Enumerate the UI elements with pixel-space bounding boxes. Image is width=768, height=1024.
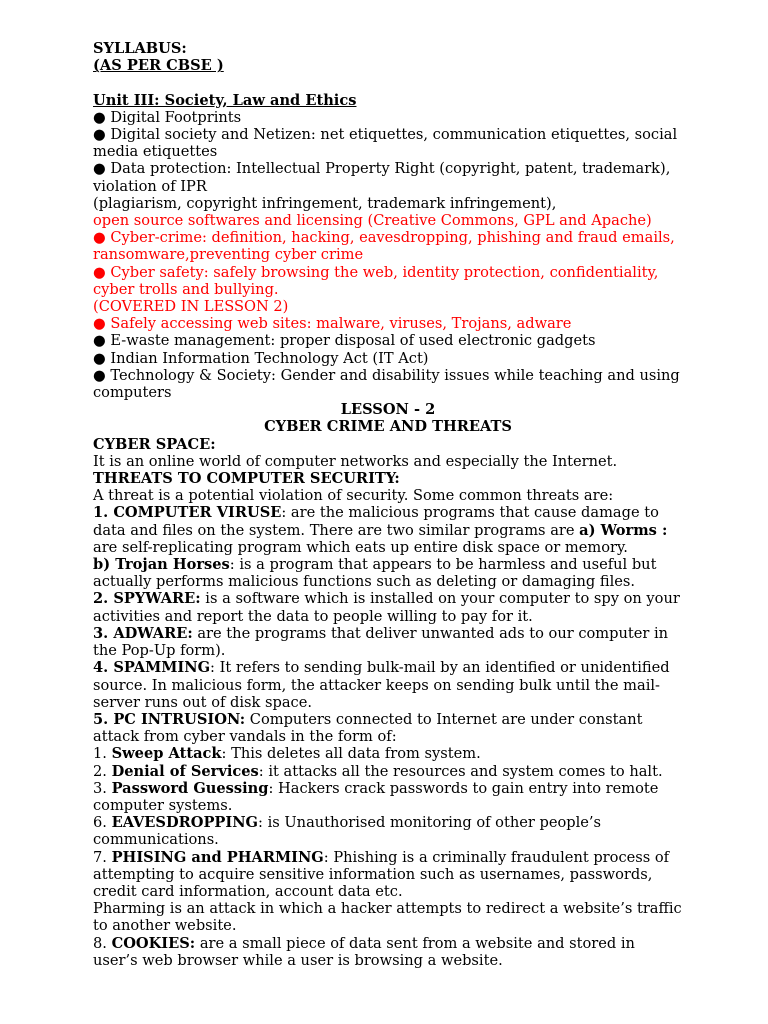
spyware-label: 2. SPYWARE:: [93, 590, 201, 608]
spamming-label: 4. SPAMMING: [93, 659, 211, 677]
cookies-label: COOKIES:: [111, 934, 196, 952]
pc-intrusion-label: 5. PC INTRUSION:: [93, 710, 246, 728]
computer-virus-label: 1. COMPUTER VIRUSE: [93, 504, 282, 522]
sweep-attack-label: Sweep Attack: [111, 745, 222, 763]
sweep-attack-item: [93, 745, 683, 762]
cookies-text: are a small piece of data sent from a website and stored in user’s web browser while a user is browsing a website.: [93, 934, 635, 969]
unit-item: ● Digital society and Netizen: net etiquettes, communication etiquettes, social media etiquettes: [93, 126, 678, 161]
adware-label: 3. ADWARE:: [93, 624, 193, 642]
unit-item: ● Data protection: Intellectual Property Right (copyright, patent, trademark), violation of IPR: [93, 160, 671, 195]
sweep-attack-text: : This deletes all data from system.: [221, 745, 481, 763]
unit-item: ● Indian Information Technology Act (IT Act): [93, 349, 429, 367]
spamming-paragraph: [93, 659, 683, 711]
unit-item-highlighted: open source softwares and licensing (Creative Commons, GPL and Apache): [93, 212, 652, 230]
cyber-space-text: It is an online world of computer networks and especially the Internet.: [93, 452, 618, 470]
threats-heading: THREATS TO COMPUTER SECURITY:: [93, 470, 400, 488]
eavesdropping-paragraph: [93, 814, 683, 848]
lesson-title: CYBER CRIME AND THREATS: [264, 418, 512, 436]
trojan-paragraph: [93, 556, 683, 590]
sweep-attack-number: 1.: [93, 745, 112, 763]
password-guessing-label: Password Guessing: [111, 779, 269, 797]
computer-virus-text: : are the malicious programs that cause damage to data and files on the system. There are two similar programs are: [93, 504, 659, 539]
denial-of-services-label: Denial of Services: [111, 762, 259, 780]
trojan-label: b) Trojan Horses: [93, 556, 230, 574]
adware-text: are the programs that deliver unwanted ads to our computer in the Pop-Up form).: [93, 624, 669, 660]
cookies-number: 8.: [93, 934, 112, 952]
denial-of-services-item: [93, 763, 683, 780]
board-label: (AS PER CBSE ): [93, 57, 224, 75]
lesson-number: LESSON - 2: [340, 401, 436, 419]
pc-intrusion-paragraph: [93, 711, 683, 745]
pharming-paragraph: Pharming is an attack in which a hacker attempts to redirect a website’s traffic to another website.: [93, 900, 682, 935]
threats-intro: A threat is a potential violation of security. Some common threats are:: [93, 487, 614, 505]
document-page: [93, 40, 683, 969]
worms-text: are self-replicating program which eats up entire disk space or memory.: [93, 538, 628, 556]
adware-paragraph: [93, 625, 683, 659]
pc-intrusion-text: Computers connected to Internet are under constant attack from cyber vandals in the form of:: [93, 710, 643, 746]
phishing-text: : Phishing is a criminally fraudulent process of attempting to acquire sensitive information such as usernames, passwords, credit card information, account data etc.: [93, 848, 670, 900]
eavesdropping-text: : is Unauthorised monitoring of other people’s communications.: [93, 814, 602, 849]
password-guessing-number: 3.: [93, 779, 112, 797]
phishing-number: 7.: [93, 848, 112, 866]
unit-item-highlighted: ● Cyber-crime: definition, hacking, eavesdropping, phishing and fraud emails, ransomware,preventing cyber crime: [93, 229, 675, 264]
spamming-text: : It refers to sending bulk-mail by an identified or unidentified source. In malicious form, the attacker keeps on sending bulk until the mail-server runs out of disk space.: [93, 659, 670, 711]
denial-of-services-text: : it attacks all the resources and system comes to halt.: [258, 762, 663, 780]
password-guessing-item: [93, 780, 683, 814]
worms-label: a) Worms :: [579, 521, 668, 539]
denial-of-services-number: 2.: [93, 762, 112, 780]
unit-title: Unit III: Society, Law and Ethics: [93, 91, 357, 109]
phishing-label: PHISING and PHARMING: [111, 848, 324, 866]
syllabus-heading: SYLLABUS:: [93, 40, 187, 57]
spyware-paragraph: [93, 590, 683, 624]
trojan-text: : is a program that appears to be harmless and useful but actually performs malicious functions such as deleting or damaging files.: [93, 556, 657, 591]
eavesdropping-number: 6.: [93, 814, 112, 832]
unit-item: ● Digital Footprints: [93, 108, 242, 126]
password-guessing-text: : Hackers crack passwords to gain entry into remote computer systems.: [93, 779, 659, 814]
unit-item-highlighted: (COVERED IN LESSON 2): [93, 298, 289, 316]
unit-item-highlighted: ● Safely accessing web sites: malware, viruses, Trojans, adware: [93, 315, 572, 333]
cyber-space-heading: CYBER SPACE:: [93, 435, 216, 453]
cookies-paragraph: [93, 935, 683, 969]
spyware-text: is a software which is installed on your computer to spy on your activities and report the data to people willing to pay for it.: [93, 590, 680, 625]
unit-item: ● Technology & Society: Gender and disability issues while teaching and using computers: [93, 366, 680, 402]
unit-item: ● E-waste management: proper disposal of used electronic gadgets: [93, 332, 596, 350]
eavesdropping-label: EAVESDROPPING: [111, 814, 259, 832]
phishing-paragraph: [93, 849, 683, 901]
computer-virus-paragraph: [93, 504, 683, 556]
unit-item: (plagiarism, copyright infringement, trademark infringement),: [93, 194, 557, 212]
unit-item-highlighted: ● Cyber safety: safely browsing the web, identity protection, confidentiality, cyber trolls and bullying.: [93, 263, 659, 298]
